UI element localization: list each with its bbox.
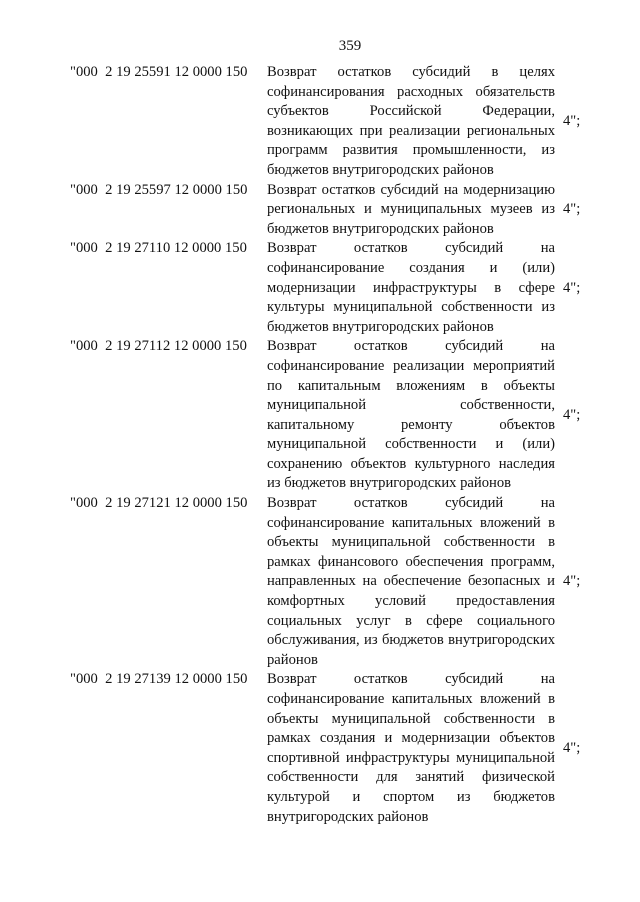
table-row xyxy=(70,181,605,240)
entry-description: Возврат остатков субсидий в целях софинансирования расходных обязательств субъектов Российской Федерации, возникающих при реализации региональных программ развития промышленности, из бюджетов внутригородских районов xyxy=(267,64,555,178)
entries-list xyxy=(70,63,605,827)
budget-code: "000 2 19 27110 12 0000 150 xyxy=(70,240,247,257)
entry-description: Возврат остатков субсидий на софинансирование создания и (или) модернизации инфраструктуры в сфере культуры муниципальной собственности из бюджетов внутригородских районов xyxy=(267,240,555,335)
entry-suffix: 4"; xyxy=(563,406,581,423)
budget-code: "000 2 19 27121 12 0000 150 xyxy=(70,495,248,512)
budget-code: "000 2 19 25591 12 0000 150 xyxy=(70,64,248,80)
table-row xyxy=(70,337,605,494)
entry-suffix: 4"; xyxy=(563,279,581,296)
budget-code: "000 2 19 25597 12 0000 150 xyxy=(70,181,248,198)
entry-description: Возврат остатков субсидий на софинансирование капитальных вложений в объекты муниципальной собственности в рамках финансового обеспечения программ, направленных на обеспечение безопасных и комфортных условий предоставления социальных услуг в сфере социального обслуживания, из бюджетов внутригородских районов xyxy=(267,495,555,668)
budget-code: "000 2 19 27139 12 0000 150 xyxy=(70,671,248,688)
budget-code: "000 2 19 27112 12 0000 150 xyxy=(70,338,247,355)
page-number: 359 xyxy=(338,38,362,54)
entry-description: Возврат остатков субсидий на софинансирование капитальных вложений в объекты муниципальной собственности в рамках создания и модернизации объектов спортивной инфраструктуры муниципальной собственности для занятий физической культурой и спортом из бюджетов внутригородских районов xyxy=(267,671,555,825)
entry-suffix: 4"; xyxy=(563,112,581,129)
entry-suffix: 4"; xyxy=(563,739,581,756)
table-row xyxy=(70,239,605,337)
table-row xyxy=(70,63,605,181)
entry-suffix: 4"; xyxy=(563,201,581,218)
entry-suffix: 4"; xyxy=(563,573,581,590)
table-row xyxy=(70,670,605,827)
entry-description: Возврат остатков субсидий на модернизацию региональных и муниципальных музеев из бюджетов внутригородских районов xyxy=(267,181,555,237)
table-row xyxy=(70,494,605,670)
entry-description: Возврат остатков субсидий на софинансирование реализации мероприятий по капитальным вложениям в объекты муниципальной собственности, капитальному ремонту объектов муниципальной собственности и (или) сохранению объектов культурного наследия из бюджетов внутригородских районов xyxy=(267,338,555,492)
